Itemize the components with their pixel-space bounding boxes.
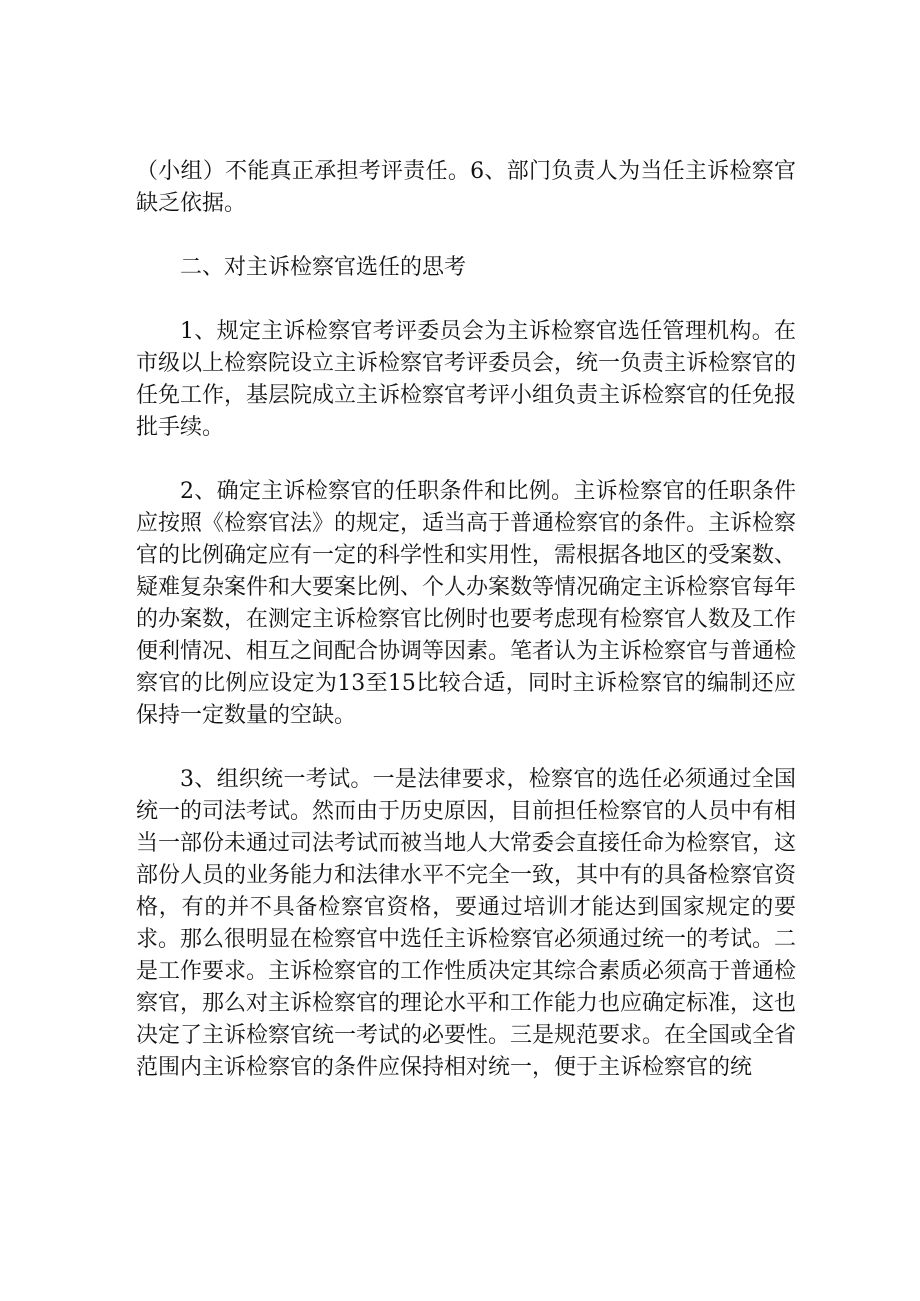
paragraph-item-3: 3、组织统一考试。一是法律要求，检察官的选任必须通过全国统一的司法考试。然而由于历史原因，目前担任检察官的人员中有相当一部份未通过司法考试而被当地人大常委会直接任命为检察官，这部份人员的业务能力和法律水平不完全一致，其中有的具备检察官资格，有的并不具备检察官资格，要通过培训才能达到国家规定的要求。那么很明显在检察官中选任主诉检察官必须通过统一的考试。二是工作要求。主诉检察官的工作性质决定其综合素质必须高于普通检察官，那么对主诉检察官的理论水平和工作能力也应确定标准，这也决定了主诉检察官统一考试的必要性。三是规范要求。在全国或全省范围内主诉检察官的条件应保持相对统一，便于主诉检察官的统	[136, 767, 797, 1080]
paragraph-item-1: 1、规定主诉检察官考评委员会为主诉检察官选任管理机构。在市级以上检察院设立主诉检察官考评委员会，统一负责主诉检察官的任免工作，基层院成立主诉检察官考评小组负责主诉检察官的任免报批手续。	[136, 319, 797, 440]
section-heading: 二、对主诉检察官选任的思考	[180, 255, 467, 280]
paragraph-item-2: 2、确定主诉检察官的任职条件和比例。主诉检察官的任职条件应按照《检察官法》的规定，适当高于普通检察官的条件。主诉检察官的比例确定应有一定的科学性和实用性，需根据各地区的受案数、疑难复杂案件和大要案比例、个人办案数等情况确定主诉检察官每年的办案数，在测定主诉检察官比例时也要考虑现有检察官人数及工作便利情况、相互之间配合协调等因素。笔者认为主诉检察官与普通检察官的比例应设定为13至15比较合适，同时主诉检察官的编制还应保持一定数量的空缺。	[136, 479, 797, 728]
paragraph-continuation: （小组）不能真正承担考评责任。6、部门负责人为当任主诉检察官缺乏依据。	[136, 159, 796, 216]
document-page	[136, 156, 796, 1116]
